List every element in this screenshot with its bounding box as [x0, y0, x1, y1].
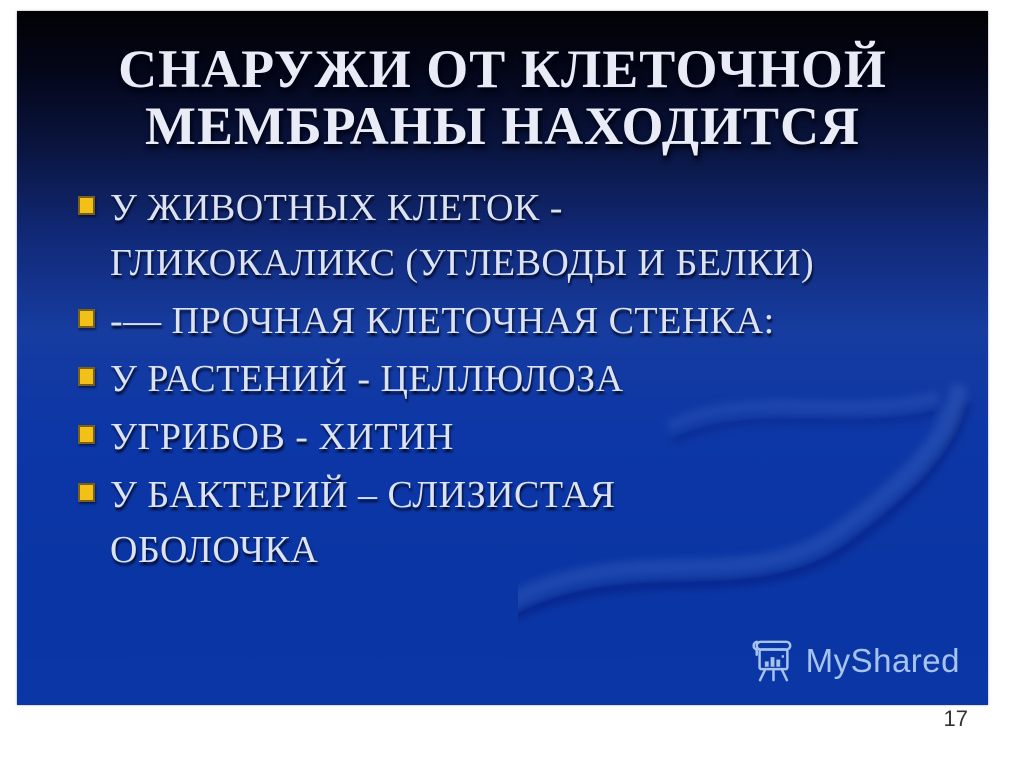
bullet-text [110, 352, 624, 407]
bullet-square-icon [78, 309, 95, 328]
bullet-line: У ЖИВОТНЫХ КЛЕТОК - [110, 187, 563, 229]
bullet-item [78, 294, 960, 349]
bullet-line: УГРИБОВ - ХИТИН [110, 416, 454, 458]
bullet-line: ГЛИКОКАЛИКС (УГЛЕВОДЫ И БЕЛКИ) [110, 242, 815, 284]
bullet-square-icon [78, 425, 95, 444]
bullet-line: ОБОЛОЧКА [110, 529, 319, 571]
bullet-line: У БАКТЕРИЙ – СЛИЗИСТАЯ [110, 474, 616, 516]
myshared-brand-text: MyShared [805, 641, 960, 679]
bullet-text [110, 410, 454, 465]
bullet-item [78, 181, 960, 291]
bullet-square-icon [78, 483, 95, 502]
bullet-text [110, 294, 775, 349]
bullet-item [78, 352, 960, 407]
bullet-square-icon [78, 196, 95, 215]
bullet-line: -— ПРОЧНАЯ КЛЕТОЧНАЯ СТЕНКА: [110, 300, 775, 342]
bullet-list [17, 181, 988, 578]
flipchart-chart-icon [750, 638, 796, 683]
myshared-watermark[interactable] [750, 638, 960, 683]
page-number: 17 [943, 706, 968, 731]
presentation-slide [17, 11, 988, 705]
bullet-text [110, 468, 616, 578]
bullet-text [110, 181, 814, 291]
slide-title-line2: МЕМБРАНЫ НАХОДИТСЯ [145, 96, 860, 156]
bullet-item [78, 410, 960, 465]
slide-title-line1: СНАРУЖИ ОТ КЛЕТОЧНОЙ [118, 39, 887, 99]
slide-title [17, 41, 988, 155]
bullet-line: У РАСТЕНИЙ - ЦЕЛЛЮЛОЗА [110, 358, 624, 400]
bullet-item [78, 468, 960, 578]
bullet-square-icon [78, 367, 95, 386]
